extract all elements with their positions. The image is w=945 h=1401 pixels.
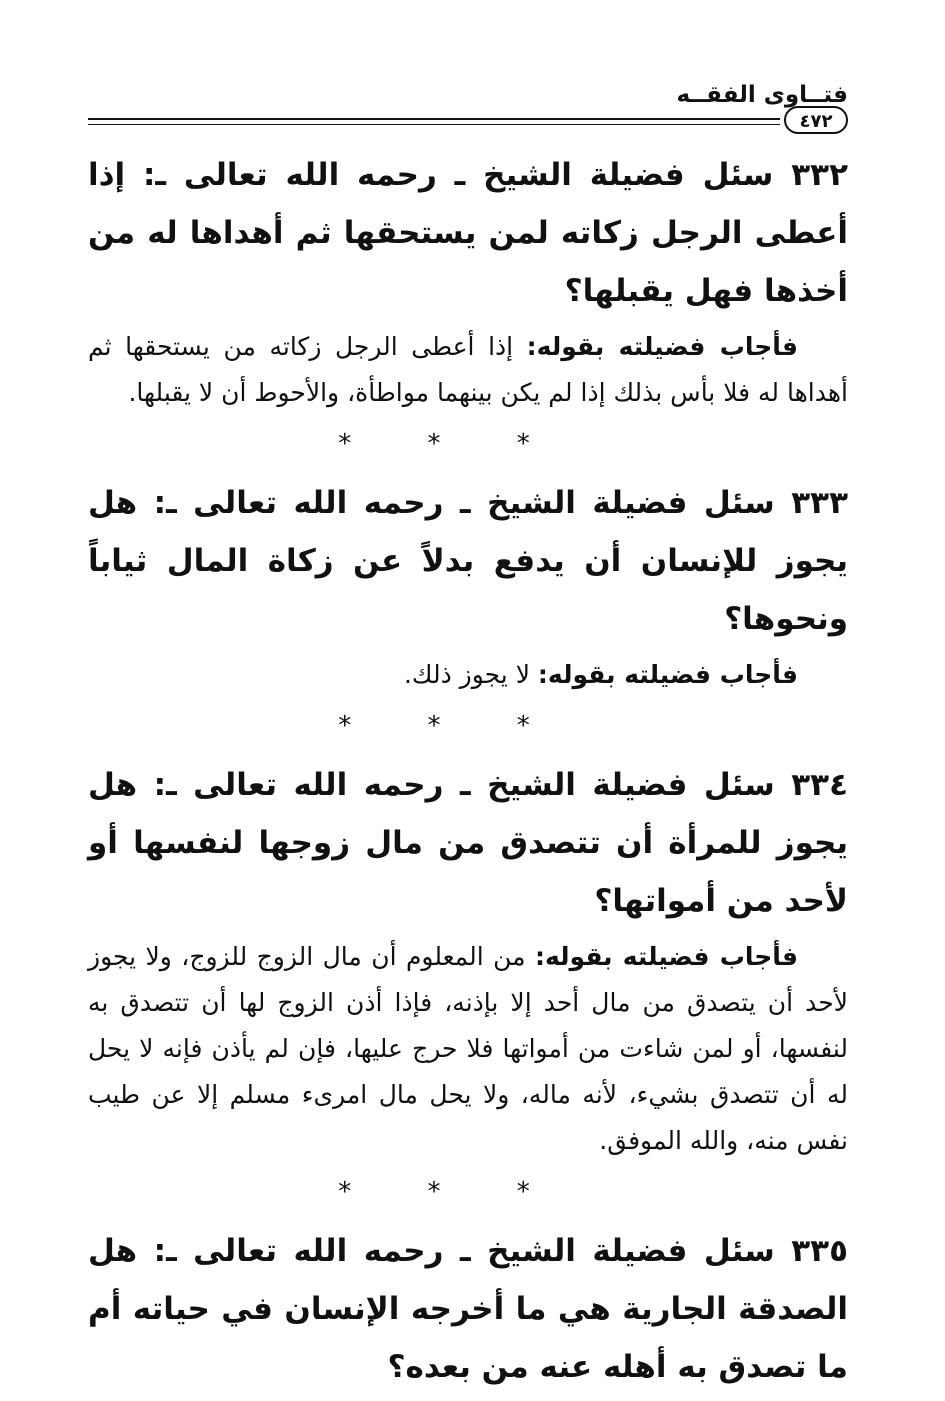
answer-lead: فأجاب فضيلته بقوله: (534, 942, 798, 971)
page-number: ٤٧٢ (784, 106, 848, 134)
answer-333 (88, 652, 848, 698)
answer-lead: فأجاب فضيلته بقوله: (537, 660, 798, 689)
page-header (88, 70, 848, 140)
answer-lead: فأجاب فضيلته بقوله: (526, 332, 798, 361)
answer-text: من المعلوم أن مال الزوج للزوج، ولا يجوز لأحد أن يتصدق من مال أحد إلا بإذنه، فإذا أذن الزوج لها أن تتصدق به لنفسها، أو لمن شاءت من أمواتها فلا حرج عليها، فإن لم يأذن فإنه لا يحل له أن تتصدق بشيء، لأنه ماله، ولا يحل مال امرىء مسلم إلا عن طيب نفس منه، والله الموفق. (88, 942, 848, 1155)
answer-332 (88, 324, 848, 416)
answer-text: لا يجوز ذلك. (403, 660, 538, 689)
fatwa-335 (88, 1222, 848, 1396)
answer-334 (88, 934, 848, 1164)
header-rule (88, 118, 780, 125)
fatwa-333 (88, 474, 848, 698)
question-332: ٣٣٢ سئل فضيلة الشيخ ـ رحمه الله تعالى ـ: إذا أعطى الرجل زكاته لمن يستحقها ثم أهداها له من أخذها فهل يقبلها؟ (88, 157, 848, 309)
fatwa-332 (88, 146, 848, 416)
question-334: ٣٣٤ سئل فضيلة الشيخ ـ رحمه الله تعالى ـ: هل يجوز للمرأة أن تتصدق من مال زوجها لنفسها أو لأحد من أمواتها؟ (88, 767, 848, 919)
section-separator: * * * (338, 711, 564, 741)
book-page (88, 70, 848, 1385)
book-title: فتــاوى الفقــه (676, 82, 848, 108)
section-separator: * * * (338, 429, 564, 459)
question-335: ٣٣٥ سئل فضيلة الشيخ ـ رحمه الله تعالى ـ: هل الصدقة الجارية هي ما أخرجه الإنسان في حياته أم ما تصدق به أهله عنه من بعده؟ (88, 1233, 848, 1385)
section-separator: * * * (338, 1177, 564, 1207)
question-333: ٣٣٣ سئل فضيلة الشيخ ـ رحمه الله تعالى ـ: هل يجوز للإنسان أن يدفع بدلاً عن زكاة المال ثياباً ونحوها؟ (88, 485, 848, 637)
answer-text: إذا أعطى الرجل زكاته من يستحقها ثم أهداها له فلا بأس بذلك إذا لم يكن بينهما مواطأة، والأحوط أن لا يقبلها. (88, 332, 848, 407)
fatwa-334 (88, 756, 848, 1164)
